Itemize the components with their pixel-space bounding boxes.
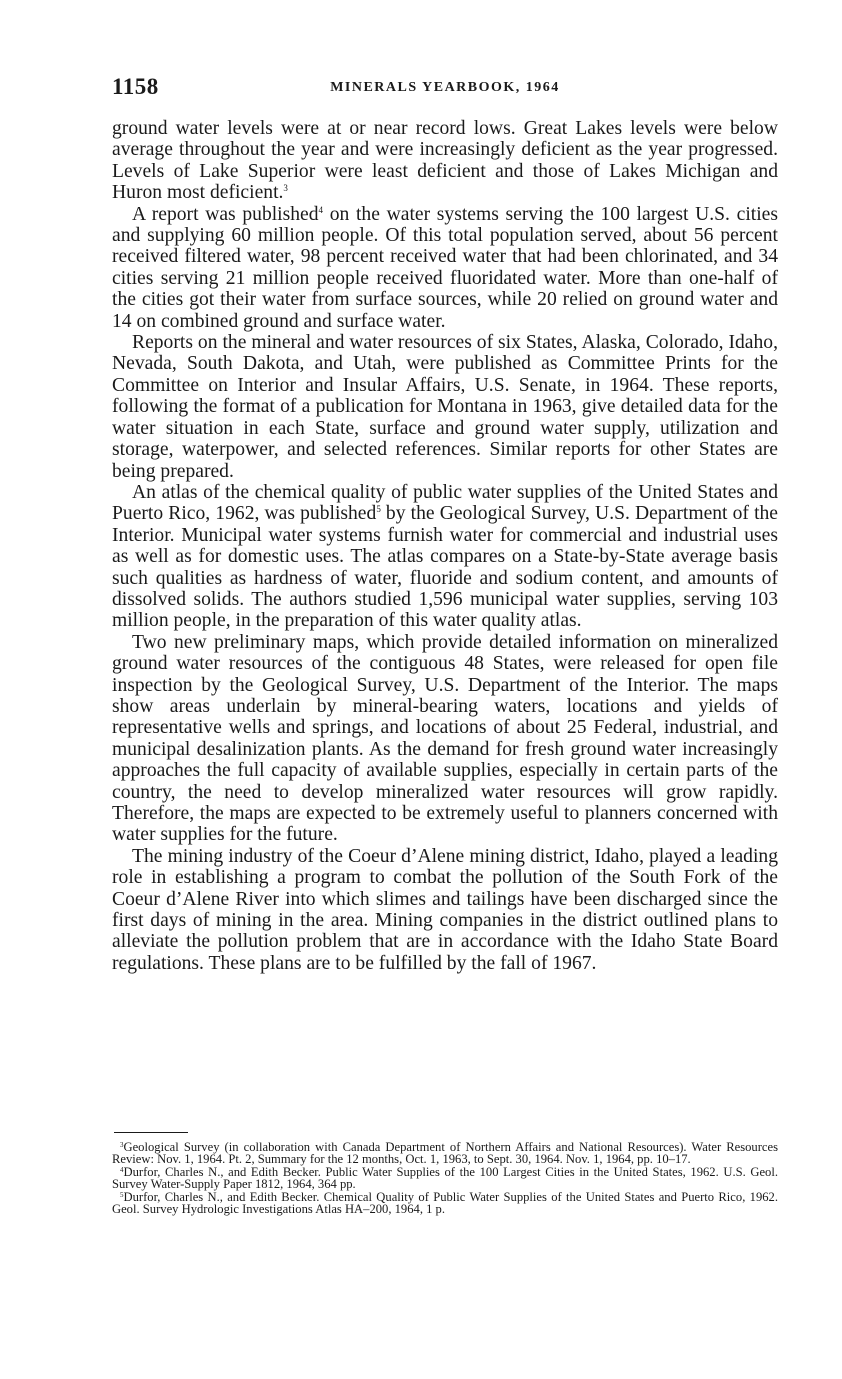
paragraph: [112, 118, 778, 204]
footnote: [112, 1166, 778, 1191]
footnote: [112, 1191, 778, 1216]
page-header: [112, 74, 778, 102]
paragraph: [112, 204, 778, 332]
footnote-mark: 5: [120, 1190, 124, 1199]
footnote-rule: [114, 1132, 188, 1133]
footnote-reference: 5: [376, 504, 381, 515]
paragraph-text: Reports on the mineral and water resources of six States, Alaska, Colorado, Idaho, Nevada, South Dakota, and Utah, were published as Committee Prints for the Committee on Interior and Insular Affairs, U.S. Senate, in 1964. These reports, following the format of a publication for Montana in 1963, give detailed data for the water situation in each State, surface and ground water supply, utilization and storage, waterpower, and selected references. Similar reports for other States are being prepared.: [112, 332, 778, 482]
paragraph-text: An atlas of the chemical quality of public water supplies of the United States and Puerto Rico, 1962, was published: [112, 481, 778, 525]
paragraph: [112, 482, 778, 632]
footnote-reference: 3: [283, 183, 288, 194]
paragraph-text: ground water levels were at or near record lows. Great Lakes levels were below average throughout the year and were increasingly deficient as the year progressed. Levels of Lake Superior were least deficient and those of Lakes Michigan and Huron most deficient.: [112, 118, 778, 204]
paragraph-text: The mining industry of the Coeur d’Alene mining district, Idaho, played a leading role in establishing a program to combat the pollution of the South Fork of the Coeur d’Alene River into which slimes and tailings have been discharged since the first days of mining in the area. Mining companies in the district outlined plans to alleviate the pollution problem that are in accordance with the Idaho State Board regulations. These plans are to be fulfilled by the fall of 1967.: [112, 845, 778, 974]
paragraph-text: by the Geological Survey, U.S. Department of the Interior. Municipal water systems furnish water for commercial and industrial uses as well as for domestic uses. The atlas compares on a State-by-State average basis such qualities as hardness of water, fluoride and sodium content, and amounts of dissolved solids. The authors studied 1,596 municipal water supplies, serving 103 million people, in the preparation of this water quality atlas.: [112, 503, 779, 632]
paragraph: [112, 846, 778, 974]
body-text: [112, 118, 778, 974]
page-number: 1158: [112, 74, 159, 99]
footnote-text: Geological Survey (in collaboration with Canada Department of Northern Affairs and National Resources). Water Resources Review: Nov. 1, 1964. Pt. 2, Summary for the 12 months, Oct. 1, 1963, to Sept. 30, 1964. Nov. 1, 1964, pp. 10–17.: [112, 1140, 778, 1167]
paragraph-text: on the water systems serving the 100 largest U.S. cities and supplying 60 million people. Of this total population served, about 56 percent received filtered water, 98 percent received water that had been chlorinated, and 34 cities serving 21 million people received fluoridated water. More than one-half of the cities got their water from surface sources, while 20 relied on ground water and 14 on combined ground and surface water.: [112, 203, 778, 332]
footnotes: [112, 1141, 778, 1215]
footnote-mark: 3: [120, 1141, 124, 1149]
paragraph-text: Two new preliminary maps, which provide detailed information on mineralized ground water resources of the contiguous 48 States, were released for open file inspection by the Geological Survey, U.S. Department of the Interior. The maps show areas underlain by mineral-bearing waters, locations and yields of representative wells and springs, and locations of about 25 Federal, industrial, and municipal desalinization plants. As the demand for fresh ground water increasingly approaches the full capacity of available supplies, especially in certain parts of the country, the need to develop mineralized water resources will grow rapidly. Therefore, the maps are expected to be extremely useful to planners concerned with water supplies for the future.: [112, 631, 778, 846]
footnote-text: Durfor, Charles N., and Edith Becker. Chemical Quality of Public Water Supplies of the United States and Puerto Rico, 1962. Geol. Survey Hydrologic Investigations Atlas HA–200, 1964, 1 p.: [112, 1189, 778, 1217]
footnote-mark: 4: [120, 1165, 124, 1174]
running-title: MINERALS YEARBOOK, 1964: [330, 80, 560, 95]
footnote-reference: 4: [318, 204, 324, 215]
footnote-text: Durfor, Charles N., and Edith Becker. Public Water Supplies of the 100 Largest Cities in the United States, 1962. U.S. Geol. Survey Water-Supply Paper 1812, 1964, 364 pp.: [112, 1164, 778, 1192]
paragraph-text: A report was published: [132, 203, 319, 225]
paragraph: [112, 632, 778, 846]
footnote: [112, 1141, 778, 1166]
paragraph: [112, 332, 778, 482]
